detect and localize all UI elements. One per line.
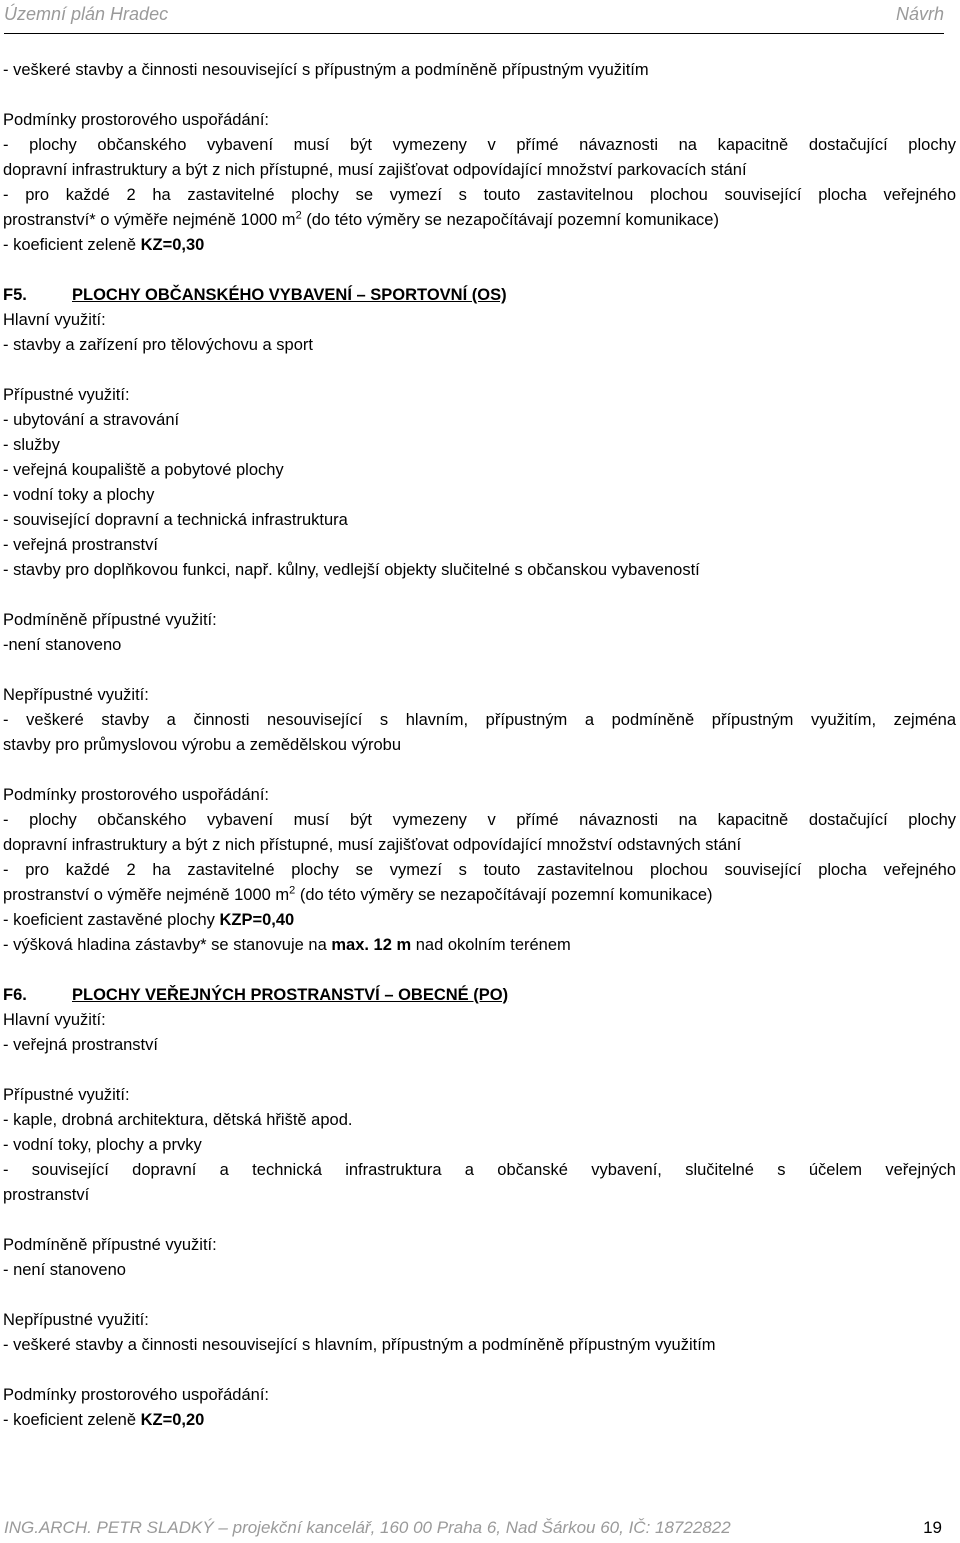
text-line: prostranství o výměře nejméně 1000 $m^2$ (do této výměry se nezapočítávají pozemní komunikace) bbox=[3, 884, 713, 904]
text-line: - koeficient zeleně KZ=0,20 bbox=[3, 1411, 205, 1429]
text-line: dopravní infrastruktury a být z nich přístupné, musí zajišťovat odpovídající množství odstavných stání bbox=[3, 836, 742, 854]
text-line: - veškeré stavby a činnosti nesouvisející s hlavním, přípustným a podmíněně přípustným využitím, zejména bbox=[3, 711, 956, 729]
text-line: - veškeré stavby a činnosti nesouvisející s přípustným a podmíněně přípustným využitím bbox=[3, 61, 649, 79]
subsection-label: Přípustné využití: bbox=[3, 386, 130, 404]
list-item: - vodní toky a plochy bbox=[3, 486, 155, 504]
list-item: - veřejná prostranství bbox=[3, 1036, 158, 1054]
page-content bbox=[3, 58, 956, 1433]
text-line: prostranství* o výměře nejméně 1000 $m^2$ (do této výměry se nezapočítávají pozemní komunikace) bbox=[3, 209, 719, 229]
list-item: - není stanoveno bbox=[3, 1261, 126, 1279]
list-item: - služby bbox=[3, 436, 60, 454]
text-line: - plochy občanského vybavení musí být vymezeny v přímé návaznosti na kapacitně dostačující plochy bbox=[3, 136, 956, 154]
text-line: - pro každé 2 ha zastavitelné plochy se vymezí s touto zastavitelnou plochou související plocha veřejného bbox=[3, 186, 956, 204]
subsection-label: Hlavní využití: bbox=[3, 311, 106, 329]
subsection-label: Přípustné využití: bbox=[3, 1086, 130, 1104]
text-line: - koeficient zeleně KZ=0,30 bbox=[3, 236, 205, 254]
subsection-label: Podmínky prostorového uspořádání: bbox=[3, 786, 269, 804]
text-line: - koeficient zastavěné plochy KZP=0,40 bbox=[3, 911, 295, 929]
subsection-label: Podmínky prostorového uspořádání: bbox=[3, 111, 269, 129]
document-status: Návrh bbox=[895, 4, 944, 24]
list-item: - ubytování a stravování bbox=[3, 411, 180, 429]
list-item: - související dopravní a technická infrastruktura bbox=[3, 511, 348, 529]
subsection-label: Nepřípustné využití: bbox=[3, 1311, 149, 1329]
page-header bbox=[4, 4, 944, 34]
text-line: dopravní infrastruktury a být z nich přístupné, musí zajišťovat odpovídající množství parkovacích stání bbox=[3, 161, 747, 179]
page-number: 19 bbox=[923, 1518, 942, 1537]
text-line: - pro každé 2 ha zastavitelné plochy se vymezí s touto zastavitelnou plochou související plocha veřejného bbox=[3, 861, 956, 879]
page-footer bbox=[4, 1518, 942, 1538]
list-item: - veřejná koupaliště a pobytové plochy bbox=[3, 461, 284, 479]
list-item: - související dopravní a technická infrastruktura a občanské vybavení, slučitelné s účelem veřejných bbox=[3, 1161, 956, 1179]
subsection-label: Nepřípustné využití: bbox=[3, 686, 149, 704]
text-line: prostranství bbox=[3, 1186, 90, 1204]
footer-author: ING.ARCH. PETR SLADKÝ – projekční kancelář, 160 00 Praha 6, Nad Šárkou 60, IČ: 18722822 bbox=[4, 1518, 731, 1537]
list-item: - stavby pro doplňkovou funkci, např. kůlny, vedlejší objekty slučitelné s občanskou vybaveností bbox=[3, 561, 700, 579]
list-item: - veškeré stavby a činnosti nesouvisející s hlavním, přípustným a podmíněně přípustným využitím bbox=[3, 1336, 716, 1354]
subsection-label: Podmínky prostorového uspořádání: bbox=[3, 1386, 269, 1404]
subsection-label: Podmíněně přípustné využití: bbox=[3, 1236, 217, 1254]
list-item: - kaple, drobná architektura, dětská hřiště apod. bbox=[3, 1111, 353, 1129]
section-heading-f5: F5. PLOCHY OBČANSKÉHO VYBAVENÍ – SPORTOVNÍ (OS) bbox=[3, 286, 507, 304]
text-line: - výšková hladina zástavby* se stanovuje na max. 12 m nad okolním terénem bbox=[3, 936, 571, 954]
list-item: - stavby a zařízení pro tělovýchovu a sport bbox=[3, 336, 313, 354]
subsection-label: Hlavní využití: bbox=[3, 1011, 106, 1029]
text-line: - plochy občanského vybavení musí být vymezeny v přímé návaznosti na kapacitně dostačující plochy bbox=[3, 811, 956, 829]
section-heading-f6: F6. PLOCHY VEŘEJNÝCH PROSTRANSTVÍ – OBECNÉ (PO) bbox=[3, 986, 509, 1004]
list-item: - vodní toky, plochy a prvky bbox=[3, 1136, 202, 1154]
list-item: - veřejná prostranství bbox=[3, 536, 158, 554]
document-title: Územní plán Hradec bbox=[4, 4, 169, 24]
list-item: -není stanoveno bbox=[3, 636, 122, 654]
text-line: stavby pro průmyslovou výrobu a zemědělskou výrobu bbox=[3, 736, 402, 754]
subsection-label: Podmíněně přípustné využití: bbox=[3, 611, 217, 629]
